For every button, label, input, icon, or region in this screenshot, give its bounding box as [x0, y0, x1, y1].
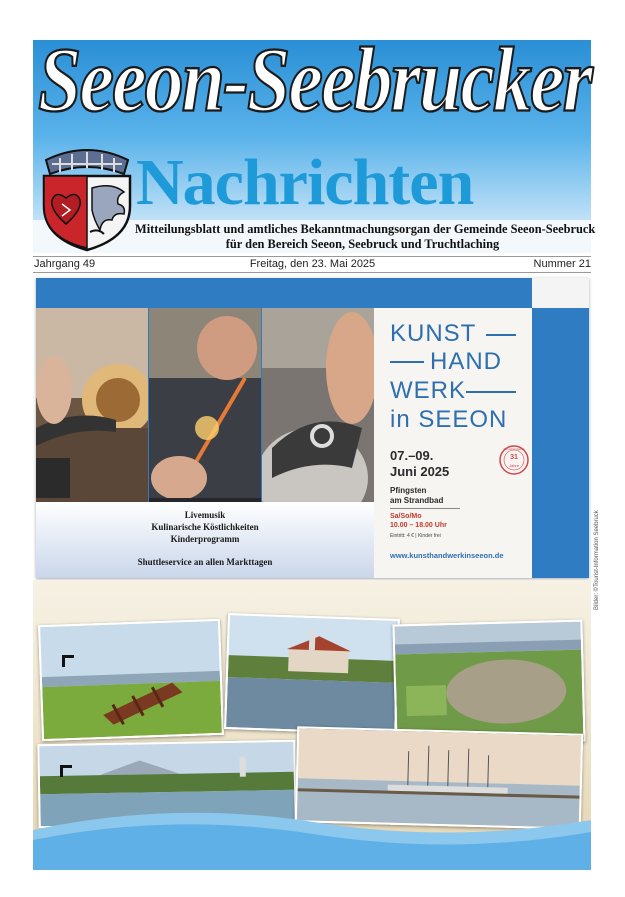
ad-headline-rule — [486, 334, 516, 336]
newspaper-title: Seeon-Seebrucker — [38, 28, 591, 131]
ad-text-panel — [374, 308, 532, 578]
collage-photo-sculpture — [38, 619, 224, 741]
badge-text: Jahre — [508, 463, 519, 468]
ad-headline-werk: WERK — [390, 377, 466, 404]
ad-divider — [390, 508, 460, 509]
badge-number: 31 — [510, 454, 518, 461]
ad-shuttle-note: Shuttleservice an allen Markttagen — [137, 557, 273, 567]
photo-credit: Bilder: ©Tourist-Information Seebruck — [594, 510, 600, 610]
volume-number: Jahrgang 49 — [34, 258, 96, 270]
badge-text: Kunsthandwerk — [503, 447, 525, 451]
ad-corner-block — [532, 278, 589, 308]
ad-photo-jewellery — [262, 308, 374, 532]
municipal-coat-of-arms-icon — [38, 140, 136, 252]
ad-website-link[interactable]: www.kunsthandwerkinseeon.de — [390, 551, 504, 560]
ad-headline-rule — [466, 391, 516, 393]
ad-photo-woodturning — [36, 308, 148, 532]
ad-feature-item: Kulinarische Köstlichkeiten — [151, 522, 259, 532]
ad-hours: 10.00 – 18.00 Uhr — [390, 522, 447, 529]
ad-photo-glassblowing — [149, 308, 261, 532]
ad-occasion: Pfingsten — [390, 486, 427, 495]
newspaper-subtitle-word: Nachrichten — [136, 146, 474, 219]
dateline-rule-bottom — [33, 272, 591, 273]
collage-photo-aerial — [392, 620, 585, 747]
anniversary-badge-icon — [498, 444, 530, 476]
event-advertisement[interactable] — [36, 278, 589, 578]
ad-feature-item: Livemusik — [184, 510, 226, 520]
masthead-description-line-2: für den Bereich Seeon, Seebruck und Truchtlaching — [225, 237, 500, 251]
dateline-rule-top — [33, 256, 591, 257]
ad-feature-item: Kinderprogramm — [170, 534, 240, 544]
ad-headline-hand: HAND — [430, 348, 503, 375]
decorative-water-wave — [33, 800, 591, 870]
collage-photo-monastery — [224, 613, 400, 735]
ad-days: Sa/So/Mo — [390, 513, 422, 520]
issue-date: Freitag, den 23. Mai 2025 — [249, 258, 376, 270]
crop-mark-icon — [60, 765, 72, 777]
crop-mark-icon — [62, 655, 74, 667]
ad-headline-kunst: KUNST — [390, 320, 477, 347]
ad-venue: am Strandbad — [390, 496, 444, 505]
ad-headline-rule — [390, 361, 424, 363]
masthead-description-line-1: Mitteilungsblatt und amtliches Bekanntmachungsorgan der Gemeinde Seeon-Seebruck — [135, 222, 596, 236]
ad-event-dates: 07.–09. — [390, 448, 434, 463]
ad-entry-fee: Eintritt: 4 € | Kinder frei — [390, 533, 441, 539]
ad-event-month: Juni 2025 — [390, 464, 450, 479]
issue-number: Nummer 21 — [533, 258, 591, 270]
ad-headline-seeon: in SEEON — [390, 406, 508, 433]
